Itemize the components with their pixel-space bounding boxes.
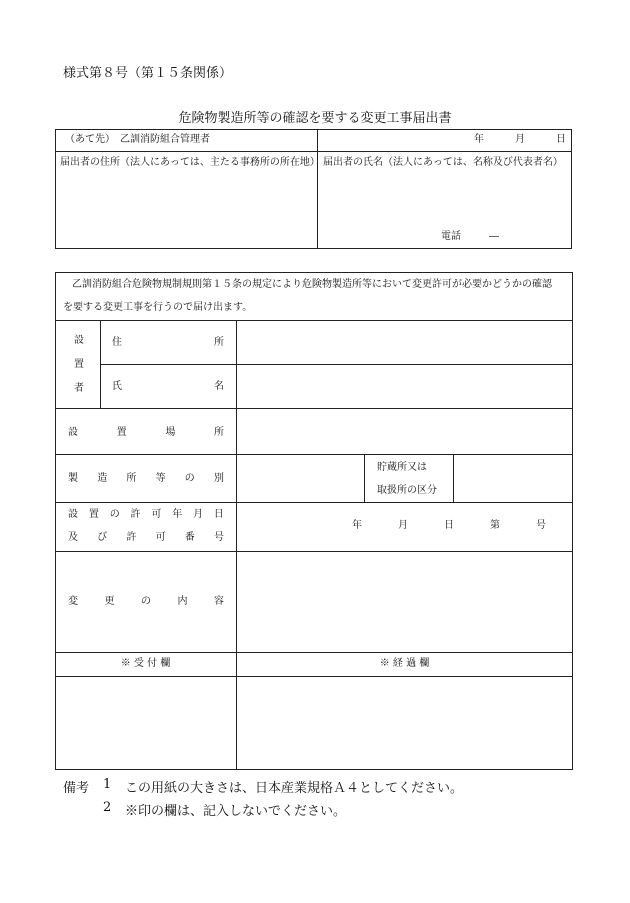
change-char: 容 <box>214 596 224 607</box>
row-rule <box>55 320 573 321</box>
permit-year-label: 年 <box>352 520 362 531</box>
permit-date-number-field <box>352 521 546 531</box>
permit-char: 号 <box>213 532 224 543</box>
row-rule <box>100 364 573 365</box>
document-title: 危険物製造所等の確認を要する変更工事届出書 <box>178 111 452 126</box>
facility-type-char: 製 <box>68 473 78 484</box>
installer-char: 者 <box>74 383 84 394</box>
statement-line-2: を要する変更工事を行うので届け出ます。 <box>63 302 253 313</box>
location-label <box>68 428 224 438</box>
permit-char: 可 <box>151 509 162 520</box>
row-rule <box>55 454 573 455</box>
permit-char: 番 <box>184 532 195 543</box>
label-column-line <box>236 320 237 770</box>
name-char: 氏 <box>112 381 122 392</box>
phone-label: 電話 <box>441 231 461 242</box>
notes-label: 備考 <box>63 781 90 796</box>
note-2-number: 2 <box>103 800 112 815</box>
row-rule <box>55 551 573 552</box>
permit-dai-label: 第 <box>490 520 500 531</box>
address-label <box>112 338 224 348</box>
change-char: 更 <box>104 596 115 607</box>
permit-char: 月 <box>193 509 204 520</box>
facility-type-char: の <box>184 473 195 484</box>
permit-char: 置 <box>88 509 99 520</box>
storage-classification-label-2: 取扱所の区分 <box>377 485 437 496</box>
permit-label-line-1 <box>68 510 224 520</box>
row-rule <box>55 408 573 409</box>
storage-cell-right-line <box>453 454 454 502</box>
storage-classification-label-1: 貯蔵所又は <box>377 462 427 473</box>
installer-column-line <box>100 320 101 408</box>
date-day-label: 日 <box>556 134 566 145</box>
progress-column-header: ※ 経 過 欄 <box>379 658 430 669</box>
applicant-box-center-line <box>317 129 318 249</box>
location-char: 場 <box>165 427 176 438</box>
address-char: 住 <box>112 337 122 348</box>
reception-column-header: ※ 受 付 欄 <box>120 658 171 669</box>
note-1-text: この用紙の大きさは、日本産業規格Ａ４としてください。 <box>125 781 464 796</box>
permit-month-label: 月 <box>398 520 408 531</box>
phone-dash: ― <box>489 231 499 242</box>
change-char: 変 <box>68 596 78 607</box>
permit-char: 日 <box>213 509 224 520</box>
permit-char: 及 <box>68 532 78 543</box>
permit-char: 許 <box>126 532 137 543</box>
addressee-text: （あて先） 乙訓消防組合管理者 <box>65 134 210 145</box>
installer-char: 置 <box>74 359 84 370</box>
applicant-address-label: 届出者の住所（法人にあっては、主たる事務所の所在地） <box>60 157 320 168</box>
location-char: 置 <box>116 427 127 438</box>
name-label <box>112 382 224 392</box>
installer-char: 設 <box>74 335 84 346</box>
row-rule <box>55 652 573 653</box>
date-year-label: 年 <box>474 134 484 145</box>
note-2-text: ※印の欄は、記入しないでください。 <box>125 804 347 819</box>
row-rule <box>55 502 573 503</box>
change-char: の <box>141 596 151 607</box>
permit-go-label: 号 <box>536 520 546 531</box>
permit-label-line-2 <box>68 533 224 543</box>
facility-type-char: 等 <box>155 473 166 484</box>
permit-char: の <box>109 509 120 520</box>
submission-date <box>474 135 566 145</box>
storage-cell-left-line <box>364 454 365 502</box>
facility-type-char: 別 <box>213 473 224 484</box>
address-char: 所 <box>214 337 224 348</box>
permit-day-label: 日 <box>444 520 454 531</box>
date-month-label: 月 <box>515 134 525 145</box>
form-number-label: 様式第８号（第１５条関係） <box>63 66 233 81</box>
permit-char: び <box>97 532 108 543</box>
facility-type-char: 所 <box>126 473 137 484</box>
note-1-number: 1 <box>103 777 112 792</box>
change-contents-label <box>68 597 224 607</box>
name-char: 名 <box>214 381 224 392</box>
permit-char: 設 <box>68 509 78 520</box>
applicant-box-divider <box>55 151 572 152</box>
installer-label <box>74 336 84 394</box>
permit-char: 許 <box>130 509 141 520</box>
permit-char: 可 <box>155 532 166 543</box>
row-rule <box>55 676 573 677</box>
applicant-name-label: 届出者の氏名（法人にあっては、名称及び代表者名） <box>323 157 563 168</box>
permit-char: 年 <box>172 509 183 520</box>
location-char: 設 <box>68 427 78 438</box>
facility-type-label <box>68 474 224 484</box>
change-char: 内 <box>177 596 188 607</box>
statement-line-1: 乙訓消防組合危険物規制規則第１５条の規定により危険物製造所等において変更許可が必要かどうかの確認 <box>72 279 552 290</box>
location-char: 所 <box>213 427 224 438</box>
facility-type-char: 造 <box>97 473 108 484</box>
